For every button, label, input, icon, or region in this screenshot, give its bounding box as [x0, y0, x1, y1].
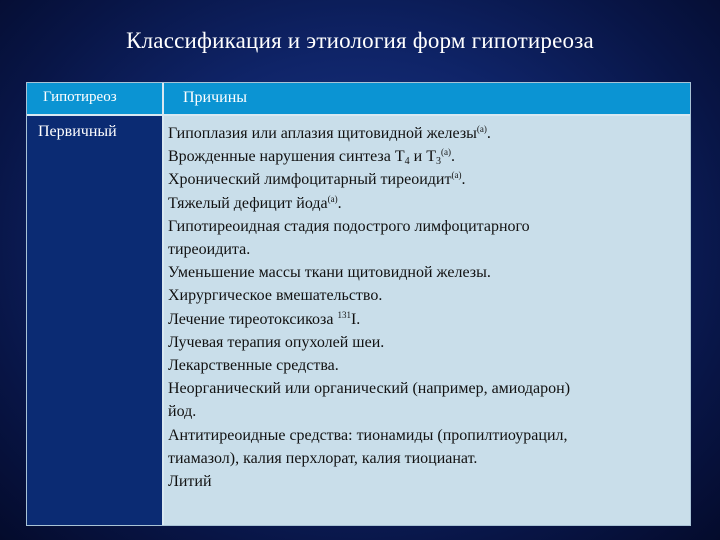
cause-line: йод. [168, 403, 197, 421]
cause-line: Неорганический или органический (например, амиодарон) [168, 380, 571, 398]
cause-line: тиамазол), калия перхлорат, калия тиоцианат. [168, 449, 478, 467]
cause-line: Гипотиреоидная стадия подострого лимфоцитарного [168, 217, 530, 235]
classification-table [26, 82, 691, 526]
cause-line: Лучевая терапия опухолей шеи. [168, 333, 385, 351]
table-header-row [27, 83, 690, 116]
cause-line: тиреоидита. [168, 241, 251, 259]
cause-line: Антитиреоидные средства: тионамиды (пропилтиоурацил, [168, 426, 568, 444]
cause-line: Врожденные нарушения синтеза $Т_4$ и $Т_3^{(а)}$. [168, 147, 455, 168]
cause-line: Гипоплазия или аплазия щитовидной железы$^{(а)}$. [168, 124, 491, 142]
cause-line: Лекарственные средства. [168, 357, 339, 375]
cause-line: Хронический лимфоцитарный тиреоидит$^{(а)}$. [168, 170, 466, 189]
cause-line: Хирургическое вмешательство. [168, 287, 383, 305]
cause-line: Тяжелый дефицит йода$^{(а)}$. [168, 193, 342, 212]
cause-line: Уменьшение массы ткани щитовидной железы. [168, 264, 491, 282]
slide-title: Классификация и этиология форм гипотиреоза [126, 28, 594, 53]
cause-line: Лечение тиреотоксикоза $^{131}$I. [168, 309, 361, 328]
causes-cell [164, 116, 690, 525]
cause-line: Литий [168, 473, 212, 491]
row-label-primary: Первичный [27, 116, 164, 525]
header-causes: Причины [183, 89, 248, 106]
header-hypothyroidism: Гипотиреоз [27, 83, 164, 114]
